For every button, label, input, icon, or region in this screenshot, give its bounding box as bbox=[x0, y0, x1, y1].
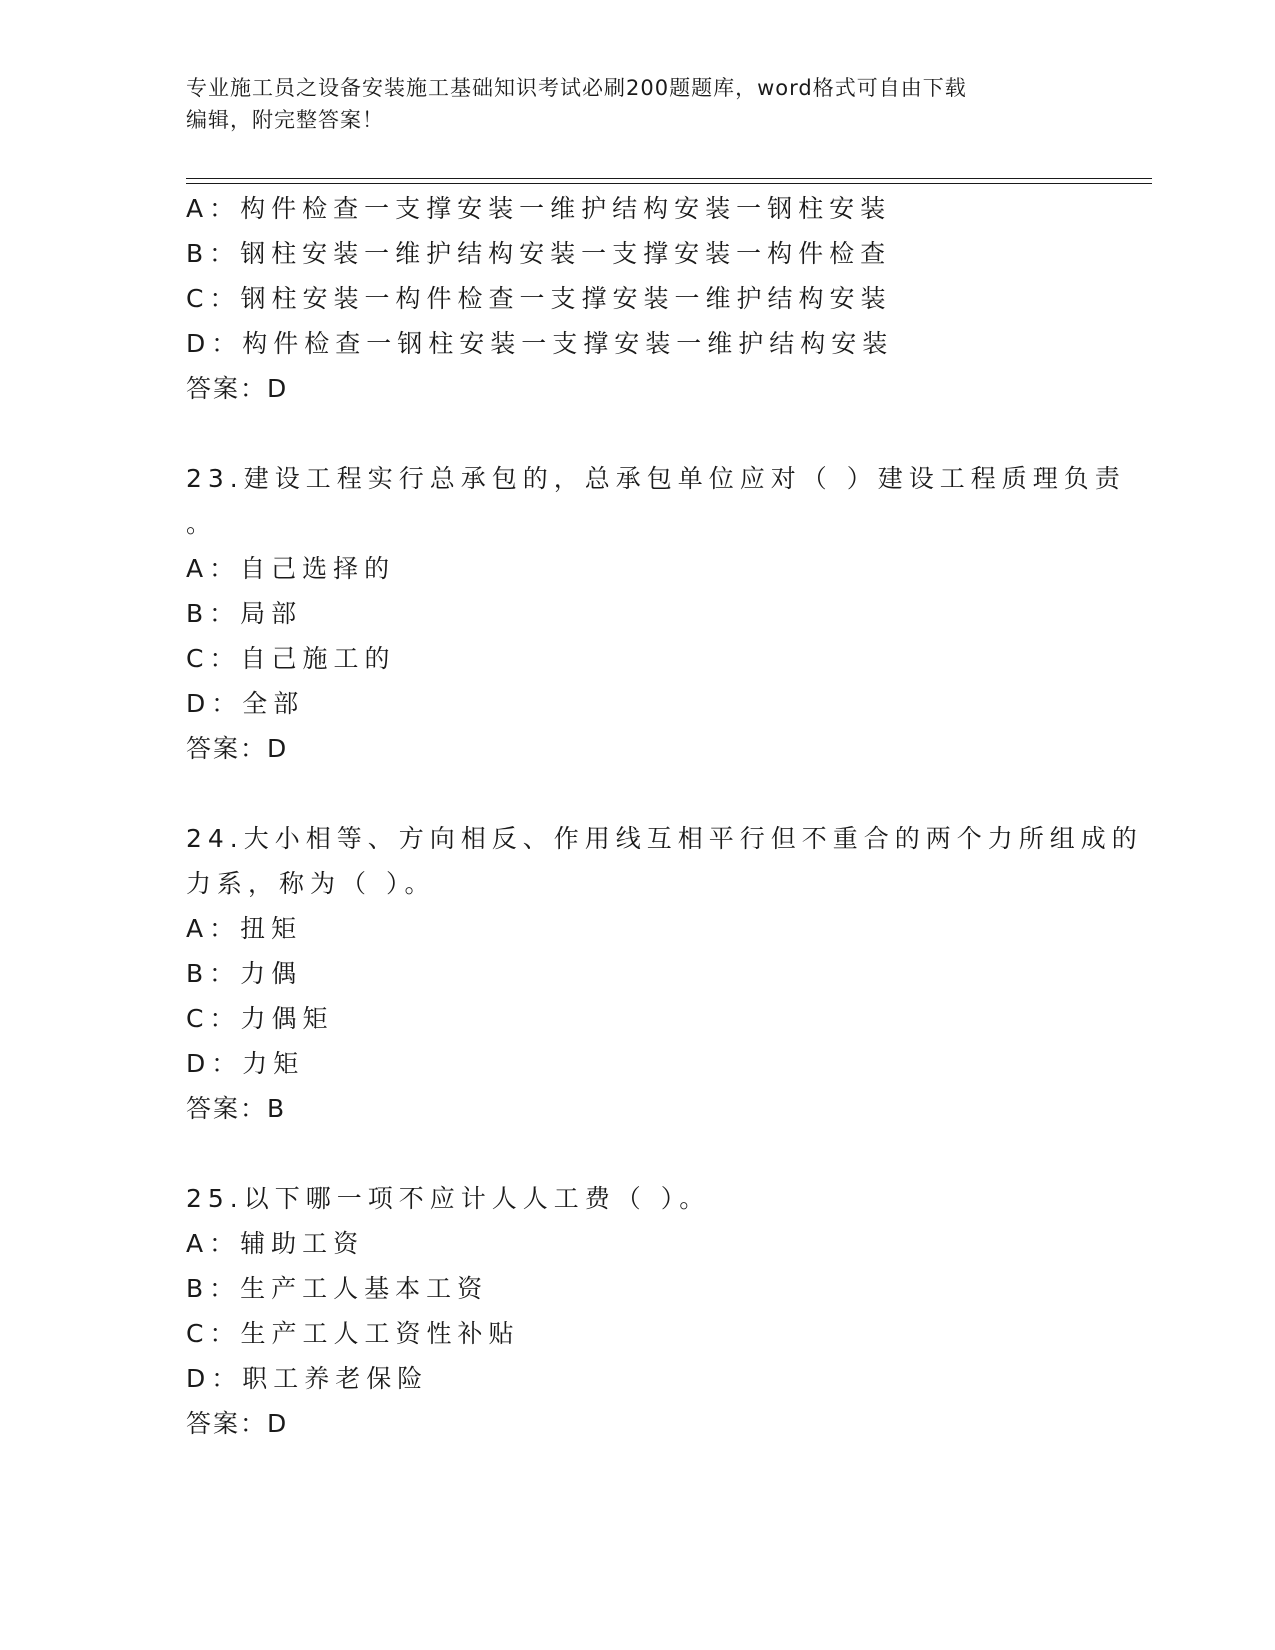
answer-line: 答案：D bbox=[186, 1409, 289, 1438]
question-text-line-1: 23.建设工程实行总承包的，总承包单位应对（ ）建设工程质理负责 bbox=[186, 464, 1126, 493]
question-text-line-2: 。 bbox=[186, 509, 218, 538]
question-25 bbox=[186, 1176, 1086, 1446]
spacer bbox=[186, 411, 1086, 456]
answer-line: 答案：D bbox=[186, 374, 289, 403]
option-d: D：职工养老保险 bbox=[186, 1364, 429, 1393]
document-header bbox=[186, 72, 1086, 136]
header-rule-bottom bbox=[186, 183, 1152, 184]
option-c: C：生产工人工资性补贴 bbox=[186, 1319, 520, 1348]
question-24 bbox=[186, 816, 1143, 1131]
option-a: A：辅助工资 bbox=[186, 1229, 365, 1258]
option-d: D：全部 bbox=[186, 689, 305, 718]
option-b: B：生产工人基本工资 bbox=[186, 1274, 489, 1303]
option-c: C：钢柱安装一构件检查一支撑安装一维护结构安装 bbox=[186, 284, 892, 313]
answer-line: 答案：B bbox=[186, 1094, 287, 1123]
spacer bbox=[186, 771, 1086, 816]
option-a: A：扭矩 bbox=[186, 914, 303, 943]
header-rule-top bbox=[186, 178, 1152, 179]
question-list bbox=[186, 186, 1143, 1446]
option-d: D：力矩 bbox=[186, 1049, 305, 1078]
option-a: A：自己选择的 bbox=[186, 554, 396, 583]
option-b: B：局部 bbox=[186, 599, 303, 628]
answer-line: 答案：D bbox=[186, 734, 289, 763]
option-a: A：构件检查一支撑安装一维护结构安装一钢柱安装 bbox=[186, 194, 892, 223]
header-line-2: 编辑，附完整答案！ bbox=[186, 108, 384, 132]
option-d: D：构件检查一钢柱安装一支撑安装一维护结构安装 bbox=[186, 329, 894, 358]
option-c: C：力偶矩 bbox=[186, 1004, 334, 1033]
option-c: C：自己施工的 bbox=[186, 644, 396, 673]
header-line-1: 专业施工员之设备安装施工基础知识考试必刷200题题库，word格式可自由下载 bbox=[186, 76, 967, 100]
question-text-line-1: 24.大小相等、方向相反、作用线互相平行但不重合的两个力所组成的 bbox=[186, 824, 1143, 853]
question-23 bbox=[186, 456, 1126, 771]
question-22 bbox=[186, 186, 1086, 411]
option-b: B：力偶 bbox=[186, 959, 303, 988]
option-b: B：钢柱安装一维护结构安装一支撑安装一构件检查 bbox=[186, 239, 892, 268]
spacer bbox=[186, 1131, 1086, 1176]
question-text-line-1: 25.以下哪一项不应计人人工费（ ）。 bbox=[186, 1184, 711, 1213]
question-text-line-2: 力系，称为（ ）。 bbox=[186, 869, 436, 898]
